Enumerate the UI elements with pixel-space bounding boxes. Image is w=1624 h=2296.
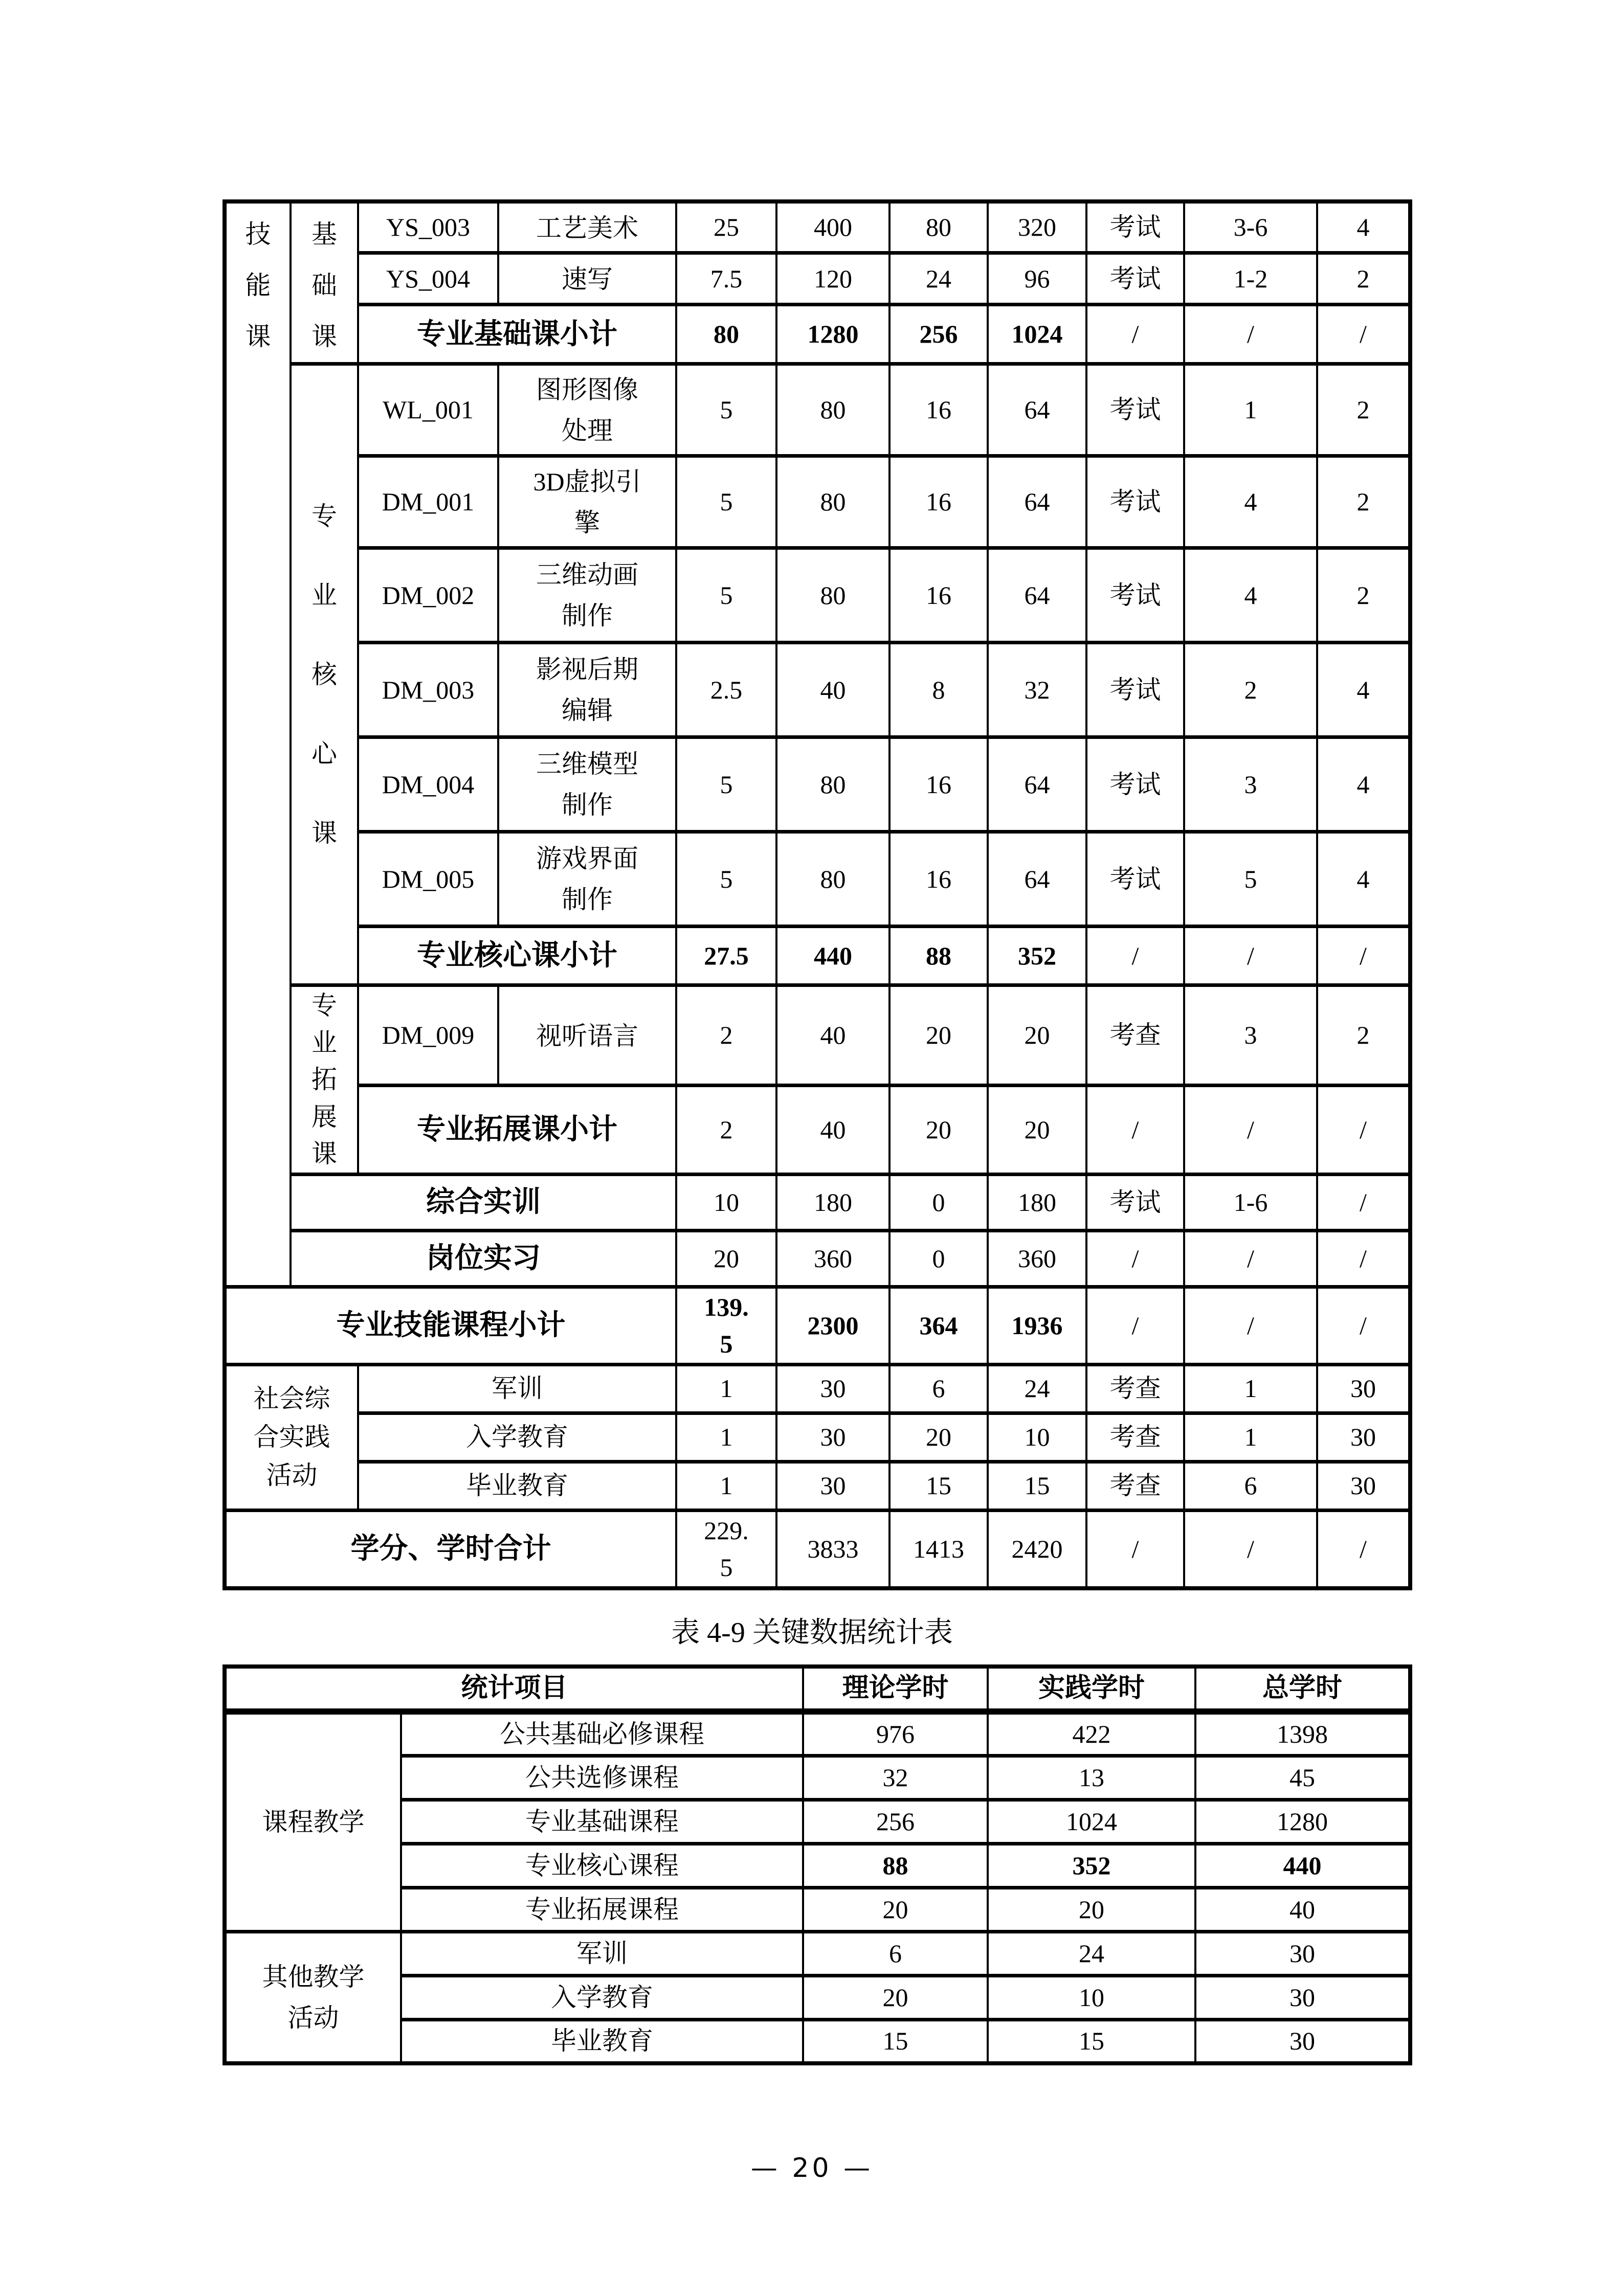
- stat-header-practice: 实践学时: [988, 1667, 1195, 1712]
- semester-cell: 1: [1184, 1364, 1317, 1413]
- exam-type-cell: 考试: [1086, 643, 1184, 737]
- stat-theory-cell: 6: [803, 1931, 988, 1975]
- weekly-hours-cell: 2: [1317, 985, 1410, 1086]
- stat-theory-cell: 256: [803, 1799, 988, 1843]
- weekly-hours-cell: 4: [1317, 832, 1410, 927]
- theory-hours-cell: 15: [889, 1461, 988, 1510]
- course-code-cell: WL_001: [358, 364, 498, 456]
- theory-hours-cell: 6: [889, 1364, 988, 1413]
- weekly-hours-cell: /: [1317, 927, 1410, 985]
- table-caption: 表 4-9 关键数据统计表: [671, 1617, 953, 1649]
- subtotal-label-cell: 专业基础课小计: [358, 305, 676, 364]
- practice-hours-cell: 20: [988, 985, 1086, 1086]
- stat-practice-cell: 352: [988, 1843, 1195, 1887]
- group-cell-other: 其他教学活动: [225, 1931, 401, 2063]
- semester-cell: 3-6: [1184, 201, 1317, 253]
- stat-practice-cell: 20: [988, 1887, 1195, 1931]
- total-hours-cell: 400: [776, 201, 889, 253]
- weekly-hours-cell: 30: [1317, 1461, 1410, 1510]
- theory-hours-cell: 80: [889, 201, 988, 253]
- theory-hours-cell: 8: [889, 643, 988, 737]
- total-hours-cell: 120: [776, 253, 889, 305]
- course-name-cell: 三维动画制作: [498, 548, 676, 643]
- theory-hours-cell: 20: [889, 1085, 988, 1174]
- stat-total-cell: 30: [1195, 1931, 1410, 1975]
- statistics-table: [223, 1664, 1412, 2065]
- stat-header-total: 总学时: [1195, 1667, 1410, 1712]
- practice-hours-cell: 32: [988, 643, 1086, 737]
- credits-cell: 229.5: [676, 1510, 776, 1588]
- stat-item-cell: 入学教育: [401, 1975, 803, 2019]
- stat-total-cell: 1398: [1195, 1712, 1410, 1755]
- course-code-cell: YS_004: [358, 253, 498, 305]
- weekly-hours-cell: /: [1317, 1287, 1410, 1364]
- total-hours-cell: 40: [776, 985, 889, 1086]
- curriculum-table: [223, 199, 1412, 1590]
- exam-type-cell: /: [1086, 1085, 1184, 1174]
- semester-cell: 5: [1184, 832, 1317, 927]
- credits-cell: 5: [676, 456, 776, 548]
- practice-hours-cell: 360: [988, 1230, 1086, 1287]
- credits-cell: 25: [676, 201, 776, 253]
- course-name-cell: 3D虚拟引擎: [498, 456, 676, 548]
- course-name-cell: 工艺美术: [498, 201, 676, 253]
- semester-cell: 1: [1184, 1413, 1317, 1461]
- practice-hours-cell: 64: [988, 832, 1086, 927]
- weekly-hours-cell: /: [1317, 1230, 1410, 1287]
- total-hours-cell: 80: [776, 456, 889, 548]
- course-name-cell: 图形图像处理: [498, 364, 676, 456]
- weekly-hours-cell: 30: [1317, 1413, 1410, 1461]
- weekly-hours-cell: /: [1317, 1510, 1410, 1588]
- weekly-hours-cell: 4: [1317, 737, 1410, 832]
- semester-cell: /: [1184, 1230, 1317, 1287]
- credits-cell: 139.5: [676, 1287, 776, 1364]
- course-name-cell: 速写: [498, 253, 676, 305]
- stat-total-cell: 440: [1195, 1843, 1410, 1887]
- practice-hours-cell: 64: [988, 456, 1086, 548]
- stat-total-cell: 30: [1195, 2019, 1410, 2063]
- total-hours-cell: 40: [776, 643, 889, 737]
- semester-cell: /: [1184, 927, 1317, 985]
- credits-cell: 5: [676, 832, 776, 927]
- theory-hours-cell: 24: [889, 253, 988, 305]
- stat-theory-cell: 88: [803, 1843, 988, 1887]
- exam-type-cell: 考查: [1086, 985, 1184, 1086]
- category-label: 专业核心课: [312, 501, 337, 847]
- semester-cell: 2: [1184, 643, 1317, 737]
- practice-hours-cell: 64: [988, 548, 1086, 643]
- total-hours-cell: 1280: [776, 305, 889, 364]
- exam-type-cell: 考试: [1086, 253, 1184, 305]
- category-cell-skill: [225, 201, 291, 1287]
- semester-cell: /: [1184, 1085, 1317, 1174]
- course-code-cell: YS_003: [358, 201, 498, 253]
- theory-hours-cell: 20: [889, 985, 988, 1086]
- practice-hours-cell: 64: [988, 737, 1086, 832]
- weekly-hours-cell: 4: [1317, 201, 1410, 253]
- semester-cell: 6: [1184, 1461, 1317, 1510]
- practice-hours-cell: 180: [988, 1174, 1086, 1230]
- course-code-cell: DM_009: [358, 985, 498, 1086]
- category-cell-core: [291, 364, 358, 985]
- credits-cell: 1: [676, 1364, 776, 1413]
- stat-total-cell: 1280: [1195, 1799, 1410, 1843]
- subtotal-label-cell: 专业技能课程小计: [225, 1287, 676, 1364]
- weekly-hours-cell: /: [1317, 1085, 1410, 1174]
- weekly-hours-cell: 2: [1317, 548, 1410, 643]
- stat-practice-cell: 15: [988, 2019, 1195, 2063]
- practice-hours-cell: 15: [988, 1461, 1086, 1510]
- theory-hours-cell: 16: [889, 548, 988, 643]
- semester-cell: 4: [1184, 548, 1317, 643]
- credits-cell: 5: [676, 737, 776, 832]
- page-number: — 20 —: [750, 2153, 874, 2184]
- semester-cell: /: [1184, 305, 1317, 364]
- stat-practice-cell: 1024: [988, 1799, 1195, 1843]
- practice-hours-cell: 64: [988, 364, 1086, 456]
- exam-type-cell: /: [1086, 305, 1184, 364]
- total-hours-cell: 2300: [776, 1287, 889, 1364]
- weekly-hours-cell: 2: [1317, 456, 1410, 548]
- group-cell-course: 课程教学: [225, 1712, 401, 1931]
- semester-cell: 4: [1184, 456, 1317, 548]
- total-hours-cell: 30: [776, 1461, 889, 1510]
- stat-total-cell: 30: [1195, 1975, 1410, 2019]
- theory-hours-cell: 364: [889, 1287, 988, 1364]
- stat-theory-cell: 976: [803, 1712, 988, 1755]
- course-code-cell: DM_002: [358, 548, 498, 643]
- course-code-cell: DM_005: [358, 832, 498, 927]
- total-hours-cell: 80: [776, 737, 889, 832]
- exam-type-cell: 考查: [1086, 1413, 1184, 1461]
- theory-hours-cell: 16: [889, 456, 988, 548]
- theory-hours-cell: 20: [889, 1413, 988, 1461]
- exam-type-cell: 考试: [1086, 1174, 1184, 1230]
- credits-cell: 27.5: [676, 927, 776, 985]
- stat-practice-cell: 24: [988, 1931, 1195, 1975]
- credits-cell: 2: [676, 985, 776, 1086]
- total-hours-cell: 30: [776, 1413, 889, 1461]
- total-hours-cell: 30: [776, 1364, 889, 1413]
- practice-hours-cell: 2420: [988, 1510, 1086, 1588]
- stat-practice-cell: 13: [988, 1755, 1195, 1799]
- stat-item-cell: 毕业教育: [401, 2019, 803, 2063]
- total-hours-cell: 3833: [776, 1510, 889, 1588]
- theory-hours-cell: 16: [889, 737, 988, 832]
- stat-theory-cell: 20: [803, 1887, 988, 1931]
- course-code-cell: DM_001: [358, 456, 498, 548]
- semester-cell: /: [1184, 1287, 1317, 1364]
- credits-cell: 5: [676, 364, 776, 456]
- weekly-hours-cell: /: [1317, 1174, 1410, 1230]
- course-name-cell: 视听语言: [498, 985, 676, 1086]
- total-hours-cell: 40: [776, 1085, 889, 1174]
- theory-hours-cell: 88: [889, 927, 988, 985]
- category-label: 社会综合实践活动: [253, 1384, 330, 1490]
- total-hours-cell: 360: [776, 1230, 889, 1287]
- weekly-hours-cell: 2: [1317, 253, 1410, 305]
- practice-hours-cell: 10: [988, 1413, 1086, 1461]
- category-label: 基础课: [312, 220, 337, 351]
- theory-hours-cell: 16: [889, 364, 988, 456]
- exam-type-cell: 考试: [1086, 201, 1184, 253]
- category-cell-social: [225, 1364, 358, 1510]
- credits-cell: 7.5: [676, 253, 776, 305]
- practice-hours-cell: 320: [988, 201, 1086, 253]
- credits-cell: 1: [676, 1413, 776, 1461]
- theory-hours-cell: 256: [889, 305, 988, 364]
- stat-item-cell: 专业拓展课程: [401, 1887, 803, 1931]
- stat-header-theory: 理论学时: [803, 1667, 988, 1712]
- semester-cell: /: [1184, 1510, 1317, 1588]
- credits-cell: 20: [676, 1230, 776, 1287]
- stat-practice-cell: 422: [988, 1712, 1195, 1755]
- semester-cell: 1-2: [1184, 253, 1317, 305]
- exam-type-cell: 考试: [1086, 456, 1184, 548]
- activity-name-cell: 入学教育: [358, 1413, 676, 1461]
- weekly-hours-cell: /: [1317, 305, 1410, 364]
- semester-cell: 1-6: [1184, 1174, 1317, 1230]
- stat-item-cell: 军训: [401, 1931, 803, 1975]
- stat-total-cell: 40: [1195, 1887, 1410, 1931]
- semester-cell: 3: [1184, 737, 1317, 832]
- credits-cell: 1: [676, 1461, 776, 1510]
- stat-item-cell: 专业核心课程: [401, 1843, 803, 1887]
- exam-type-cell: 考查: [1086, 1364, 1184, 1413]
- theory-hours-cell: 0: [889, 1174, 988, 1230]
- exam-type-cell: 考查: [1086, 1461, 1184, 1510]
- practice-hours-cell: 96: [988, 253, 1086, 305]
- course-code-cell: DM_004: [358, 737, 498, 832]
- credits-cell: 5: [676, 548, 776, 643]
- stat-header-item: 统计项目: [225, 1667, 803, 1712]
- weekly-hours-cell: 2: [1317, 364, 1410, 456]
- grand-total-label-cell: 学分、学时合计: [225, 1510, 676, 1588]
- practice-hours-cell: 1936: [988, 1287, 1086, 1364]
- exam-type-cell: 考试: [1086, 548, 1184, 643]
- stat-practice-cell: 10: [988, 1975, 1195, 2019]
- total-hours-cell: 80: [776, 832, 889, 927]
- category-label: 专业拓展课: [312, 991, 337, 1168]
- stat-theory-cell: 20: [803, 1975, 988, 2019]
- semester-cell: 1: [1184, 364, 1317, 456]
- stat-total-cell: 45: [1195, 1755, 1410, 1799]
- stat-item-cell: 专业基础课程: [401, 1799, 803, 1843]
- subtotal-label-cell: 专业拓展课小计: [358, 1085, 676, 1174]
- subtotal-label-cell: 岗位实习: [291, 1230, 676, 1287]
- credits-cell: 2.5: [676, 643, 776, 737]
- activity-name-cell: 军训: [358, 1364, 676, 1413]
- practice-hours-cell: 24: [988, 1364, 1086, 1413]
- practice-hours-cell: 1024: [988, 305, 1086, 364]
- weekly-hours-cell: 30: [1317, 1364, 1410, 1413]
- category-label: 技能课: [245, 220, 271, 351]
- total-hours-cell: 180: [776, 1174, 889, 1230]
- weekly-hours-cell: 4: [1317, 643, 1410, 737]
- exam-type-cell: 考试: [1086, 737, 1184, 832]
- total-hours-cell: 80: [776, 548, 889, 643]
- theory-hours-cell: 1413: [889, 1510, 988, 1588]
- theory-hours-cell: 16: [889, 832, 988, 927]
- theory-hours-cell: 0: [889, 1230, 988, 1287]
- course-name-cell: 游戏界面制作: [498, 832, 676, 927]
- stat-theory-cell: 32: [803, 1755, 988, 1799]
- exam-type-cell: /: [1086, 927, 1184, 985]
- course-name-cell: 三维模型制作: [498, 737, 676, 832]
- course-code-cell: DM_003: [358, 643, 498, 737]
- credits-cell: 80: [676, 305, 776, 364]
- exam-type-cell: 考试: [1086, 832, 1184, 927]
- exam-type-cell: /: [1086, 1510, 1184, 1588]
- total-hours-cell: 440: [776, 927, 889, 985]
- credits-cell: 2: [676, 1085, 776, 1174]
- total-hours-cell: 80: [776, 364, 889, 456]
- stat-item-cell: 公共基础必修课程: [401, 1712, 803, 1755]
- practice-hours-cell: 352: [988, 927, 1086, 985]
- course-name-cell: 影视后期编辑: [498, 643, 676, 737]
- category-cell-basic: [291, 201, 358, 364]
- stat-item-cell: 公共选修课程: [401, 1755, 803, 1799]
- exam-type-cell: /: [1086, 1230, 1184, 1287]
- practice-hours-cell: 20: [988, 1085, 1086, 1174]
- subtotal-label-cell: 专业核心课小计: [358, 927, 676, 985]
- credits-cell: 10: [676, 1174, 776, 1230]
- activity-name-cell: 毕业教育: [358, 1461, 676, 1510]
- category-cell-expand: [291, 985, 358, 1175]
- semester-cell: 3: [1184, 985, 1317, 1086]
- stat-theory-cell: 15: [803, 2019, 988, 2063]
- exam-type-cell: /: [1086, 1287, 1184, 1364]
- exam-type-cell: 考试: [1086, 364, 1184, 456]
- subtotal-label-cell: 综合实训: [291, 1174, 676, 1230]
